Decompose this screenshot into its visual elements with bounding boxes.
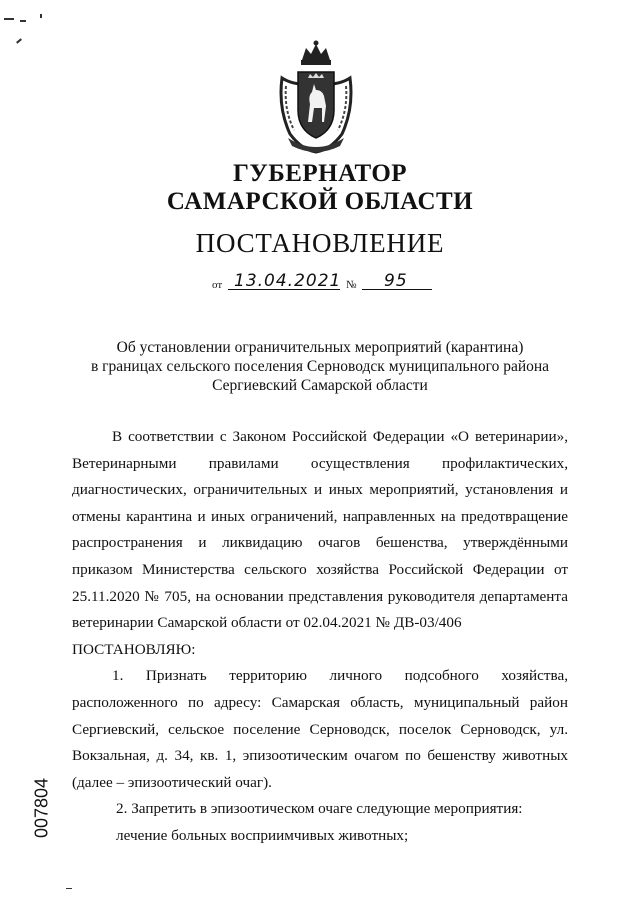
item-2-paragraph: 2. Запретить в эпизоотическом очаге следующие мероприятия: bbox=[116, 800, 523, 818]
document-subject bbox=[60, 338, 580, 395]
document-type-title: ПОСТАНОВЛЕНИЕ bbox=[195, 228, 445, 258]
resolve-heading: ПОСТАНОВЛЯЮ: bbox=[72, 640, 196, 658]
number-label: № bbox=[346, 279, 357, 291]
subject-line: Сергиевский Самарской области bbox=[212, 377, 428, 394]
subject-line: Об установлении ограничительных мероприятий (карантина) bbox=[116, 339, 524, 356]
dateline bbox=[212, 271, 442, 295]
from-label: от bbox=[212, 279, 223, 291]
scan-speck bbox=[66, 888, 72, 889]
scan-speck bbox=[40, 14, 42, 18]
document-body bbox=[72, 424, 568, 850]
scan-speck bbox=[16, 38, 22, 43]
preamble-paragraph: В соответствии с Законом Российской Федерации «О ветеринарии», Ветеринарными правилами осуществления профилактических, диагностических, ограничительных и иных мероприятий, установления и отмены карантина и иных ограничений, направленных на предотвращение распространения и ликвидацию очагов бешенства, утверждёнными приказом Министерства сельского хозяйства Российской Федерации от 25.11.2020 № 705, на основании представления руководителя департамента ветеринарии Самарской области от 02.04.2021 № ДВ-03/406 bbox=[72, 428, 568, 632]
item-1-paragraph: 1. Признать территорию личного подсобного хозяйства, расположенного по адресу: Самарская область, муниципальный район Сергиевский, сельское поселение Серноводск, поселок Серноводск, ул. Вокзальная, д. 34, кв. 1, эпизоотическим очагом по бешенству животных (далее – эпизоотический очаг). bbox=[72, 667, 568, 791]
scan-speck bbox=[4, 18, 14, 20]
document-number: 95 bbox=[384, 271, 408, 291]
margin-registration-number: 007804 bbox=[31, 777, 52, 839]
item-2-sub-1: лечение больных восприимчивых животных; bbox=[116, 826, 409, 844]
coat-of-arms-icon bbox=[268, 38, 364, 156]
scan-speck bbox=[20, 20, 26, 22]
document-date: 13.04.2021 bbox=[234, 271, 342, 291]
issuer-title-line2: САМАРСКОЙ ОБЛАСТИ bbox=[166, 188, 474, 215]
issuer-title-line1: ГУБЕРНАТОР bbox=[232, 160, 408, 187]
subject-line: в границах сельского поселения Серноводск муниципального района bbox=[90, 358, 550, 375]
